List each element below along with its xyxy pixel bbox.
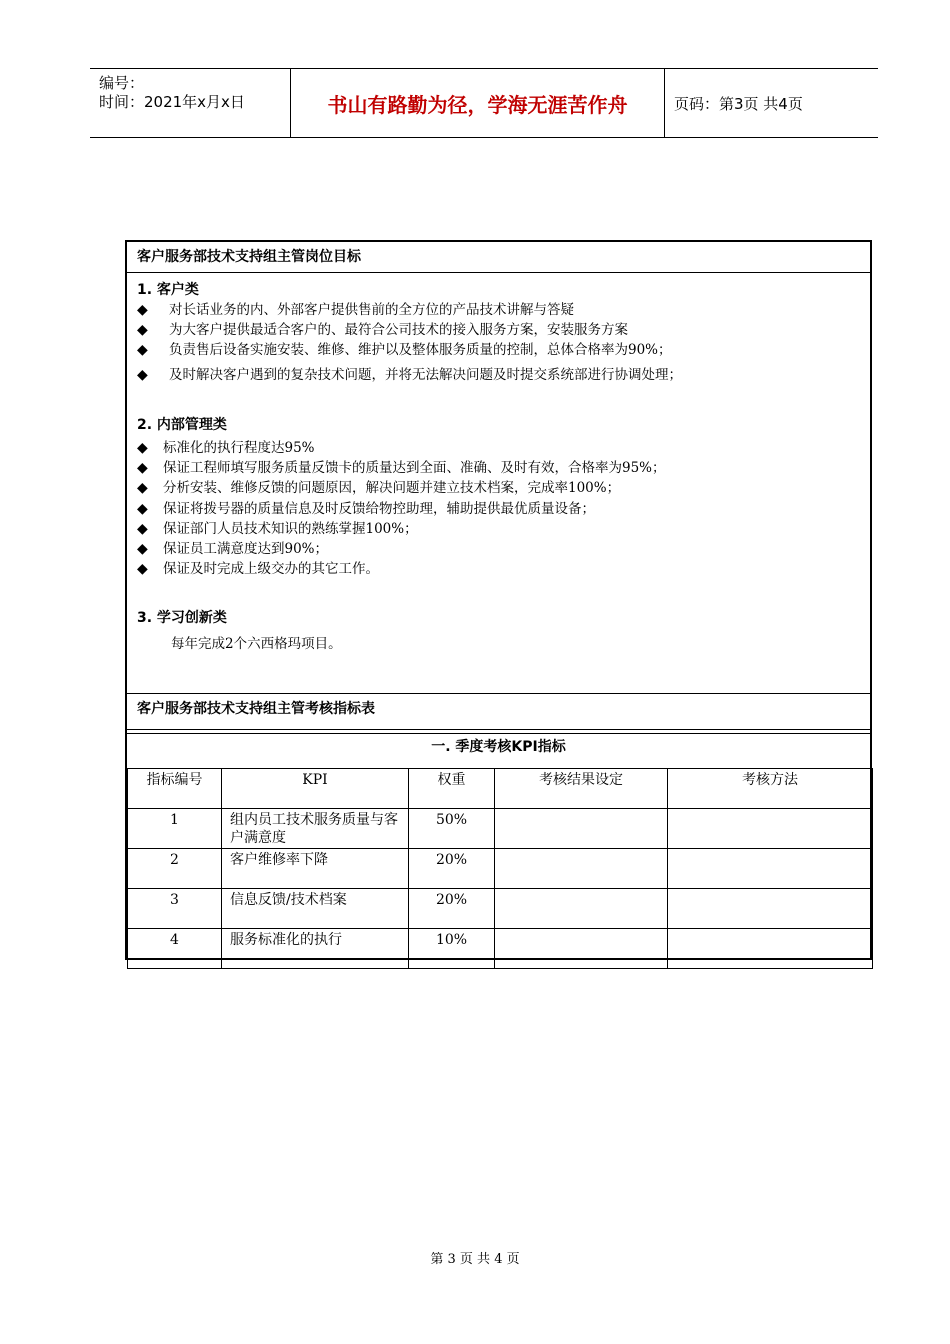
kpi-name-cell: 服务标准化的执行 [222,929,409,969]
list-item: ◆ 对长话业务的内、外部客户提供售前的全方位的产品技术讲解与答疑 [137,302,574,318]
kpi-id-cell: 1 [128,809,222,849]
kpi-name-cell: 客户维修率下降 [222,849,409,889]
kpi-method-cell [668,929,873,969]
list-item: ◆ 为大客户提供最适合客户的、最符合公司技术的接入服务方案，安装服务方案 [137,322,628,338]
kpi-method-cell [668,849,873,889]
column-header: 指标编号 [128,769,222,809]
header-page-label: 页码：第3页 共4页 [674,94,803,113]
diamond-bullet-icon: ◆ [137,440,148,456]
kpi-id-cell: 2 [128,849,222,889]
divider [127,693,870,694]
list-item: ◆ 及时解决客户遇到的复杂技术问题，并将无法解决问题及时提交系统部进行协调处理； [137,367,682,383]
kpi-weight-cell: 20% [409,889,495,929]
diamond-bullet-icon: ◆ [137,561,148,577]
divider [127,733,870,734]
kpi-method-cell [668,809,873,849]
kpi-result-cell [495,849,668,889]
section-heading-internal: 2. 内部管理类 [137,417,227,433]
list-item: ◆ 保证部门人员技术知识的熟练掌握100%； [137,521,418,537]
divider [127,729,870,730]
diamond-bullet-icon: ◆ [137,521,148,537]
page-header [90,68,878,138]
list-item: ◆ 保证工程师填写服务质量反馈卡的质量达到全面、准确、及时有效，合格率为95%； [137,460,666,476]
goals-title: 客户服务部技术支持组主管岗位目标 [137,249,361,265]
column-header: KPI [222,769,409,809]
diamond-bullet-icon: ◆ [137,460,148,476]
kpi-method-cell [668,889,873,929]
diamond-bullet-icon: ◆ [137,480,148,496]
divider [127,272,870,273]
column-header: 考核方法 [668,769,873,809]
kpi-table-title: 客户服务部技术支持组主管考核指标表 [137,701,375,717]
kpi-result-cell [495,889,668,929]
kpi-id-cell: 3 [128,889,222,929]
time-label: 时间：2021年x月x日 [99,93,245,111]
table-row [128,889,873,929]
column-header: 权重 [409,769,495,809]
diamond-bullet-icon: ◆ [137,302,148,318]
kpi-weight-cell: 50% [409,809,495,849]
list-item: ◆ 分析安装、维修反馈的问题原因，解决问题并建立技术档案，完成率100%； [137,480,621,496]
kpi-subtitle: 一. 季度考核KPI指标 [431,739,566,755]
kpi-weight-cell: 20% [409,849,495,889]
list-item: ◆ 保证员工满意度达到90%； [137,541,329,557]
table-row [128,929,873,969]
kpi-name-cell: 信息反馈/技术档案 [222,889,409,929]
diamond-bullet-icon: ◆ [137,501,148,517]
table-header-row [128,769,873,809]
diamond-bullet-icon: ◆ [137,322,148,338]
list-item: ◆ 标准化的执行程度达95% [137,440,315,456]
diamond-bullet-icon: ◆ [137,342,148,358]
kpi-weight-cell: 10% [409,929,495,969]
list-item: ◆ 负责售后设备实施安装、维修、维护以及整体服务质量的控制，总体合格率为90%； [137,342,672,358]
list-item: ◆ 保证及时完成上级交办的其它工作。 [137,561,379,577]
diamond-bullet-icon: ◆ [137,541,148,557]
document-box [125,240,872,960]
kpi-name-cell: 组内员工技术服务质量与客户满意度 [222,809,409,849]
section-heading-innovation: 3. 学习创新类 [137,610,227,626]
innovation-text: 每年完成2个六西格玛项目。 [171,636,342,652]
page-footer: 第 3 页 共 4 页 [430,1252,520,1267]
list-item: ◆ 保证将拨号器的质量信息及时反馈给物控助理，辅助提供最优质量设备； [137,501,595,517]
kpi-table [127,768,873,969]
header-motto: 书山有路勤为径，学海无涯苦作舟 [290,69,665,137]
kpi-id-cell: 4 [128,929,222,969]
section-heading-customer: 1. 客户类 [137,282,199,298]
header-info-cell [90,69,290,137]
table-row [128,849,873,889]
kpi-result-cell [495,809,668,849]
table-row [128,809,873,849]
kpi-result-cell [495,929,668,969]
number-label: 编号： [99,74,145,92]
diamond-bullet-icon: ◆ [137,367,148,383]
column-header: 考核结果设定 [495,769,668,809]
